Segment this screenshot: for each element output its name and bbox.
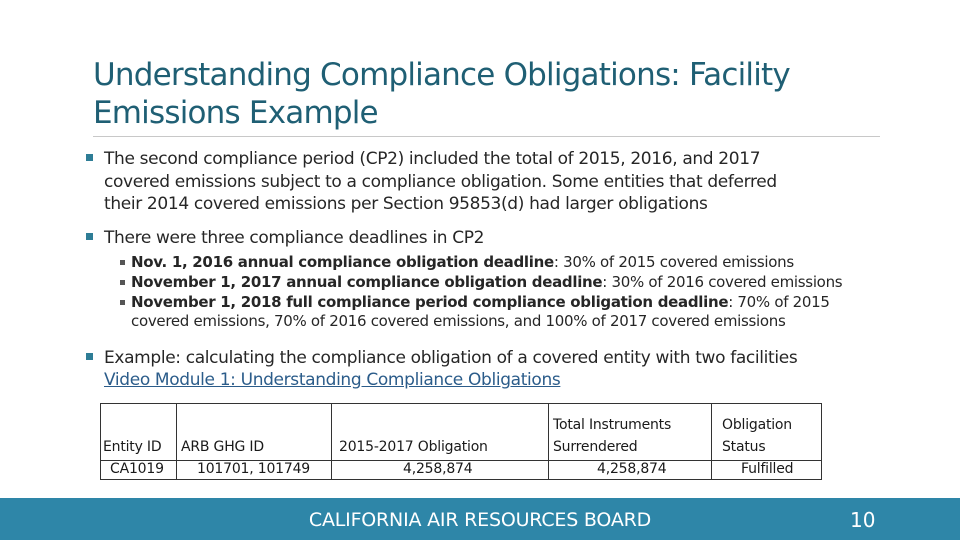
- bullet-square-icon: [86, 154, 93, 161]
- sub-bullet-square-icon: [120, 260, 125, 265]
- sub-bullet-3: [131, 293, 830, 313]
- bullet-1-line1: The second compliance period (CP2) included the total of 2015, 2016, and 2017: [104, 149, 761, 169]
- sub-bullet-3-bold: November 1, 2018 full compliance period compliance obligation deadline: [131, 293, 729, 311]
- cell-arb-ghg-id-value: 101701, 101749: [197, 461, 310, 477]
- slide-title-line1: Understanding Compliance Obligations: Facility: [93, 57, 790, 93]
- bullet-2: There were three compliance deadlines in CP2: [104, 228, 485, 248]
- header-obligation: [331, 403, 549, 461]
- header-surrendered-line1: Total Instruments: [553, 417, 672, 433]
- sub-bullet-1: [131, 253, 794, 273]
- cell-status: [711, 460, 822, 480]
- sub-bullet-square-icon: [120, 280, 125, 285]
- bullet-1-line2: covered emissions subject to a compliance obligation. Some entities that deferred: [104, 172, 777, 192]
- cell-surrendered-value: 4,258,874: [597, 461, 667, 477]
- bullet-1-line3: their 2014 covered emissions per Section 95853(d) had larger obligations: [104, 194, 708, 214]
- header-entity-id: [100, 403, 177, 461]
- sub-bullet-1-rest: : 30% of 2015 covered emissions: [553, 253, 794, 271]
- header-status-line1: Obligation: [722, 417, 792, 433]
- sub-bullet-2-rest: : 30% of 2016 covered emissions: [602, 273, 843, 291]
- cell-entity-id: [100, 460, 177, 480]
- sub-bullet-2: [131, 273, 842, 293]
- header-surrendered: [548, 403, 712, 461]
- sub-bullet-3-line2: covered emissions, 70% of 2016 covered emissions, and 100% of 2017 covered emissions: [131, 312, 786, 330]
- sub-bullet-3-rest: : 70% of 2015: [728, 293, 830, 311]
- header-arb-ghg-id: [176, 403, 332, 461]
- header-entity-id-label: Entity ID: [103, 439, 162, 455]
- cell-surrendered: [548, 460, 712, 480]
- bullet-3: Example: calculating the compliance obligation of a covered entity with two facilities: [104, 348, 798, 368]
- slide-title: [93, 56, 893, 132]
- header-status-line2: Status: [722, 439, 766, 455]
- cell-obligation-value: 4,258,874: [403, 461, 473, 477]
- header-status: [711, 403, 822, 461]
- footer-org-name: CALIFORNIA AIR RESOURCES BOARD: [308, 509, 652, 531]
- cell-status-value: Fulfilled: [741, 461, 794, 477]
- cell-arb-ghg-id: [176, 460, 332, 480]
- sub-bullet-1-bold: Nov. 1, 2016 annual compliance obligation deadline: [131, 253, 554, 271]
- cell-obligation: [331, 460, 549, 480]
- page-number: 10: [850, 508, 876, 532]
- title-divider: [93, 136, 880, 137]
- header-arb-ghg-id-label: ARB GHG ID: [181, 439, 264, 455]
- bullet-square-icon: [86, 353, 93, 360]
- sub-bullet-square-icon: [120, 300, 125, 305]
- cell-entity-id-value: CA1019: [110, 461, 164, 477]
- sub-bullet-2-bold: November 1, 2017 annual compliance obligation deadline: [131, 273, 603, 291]
- slide-title-line2: Emissions Example: [93, 95, 378, 131]
- video-module-link[interactable]: Video Module 1: Understanding Compliance Obligations: [104, 370, 561, 390]
- video-module-link-wrap: [104, 369, 560, 392]
- bullet-square-icon: [86, 233, 93, 240]
- header-surrendered-line2: Surrendered: [553, 439, 638, 455]
- header-obligation-label: 2015-2017 Obligation: [339, 439, 488, 455]
